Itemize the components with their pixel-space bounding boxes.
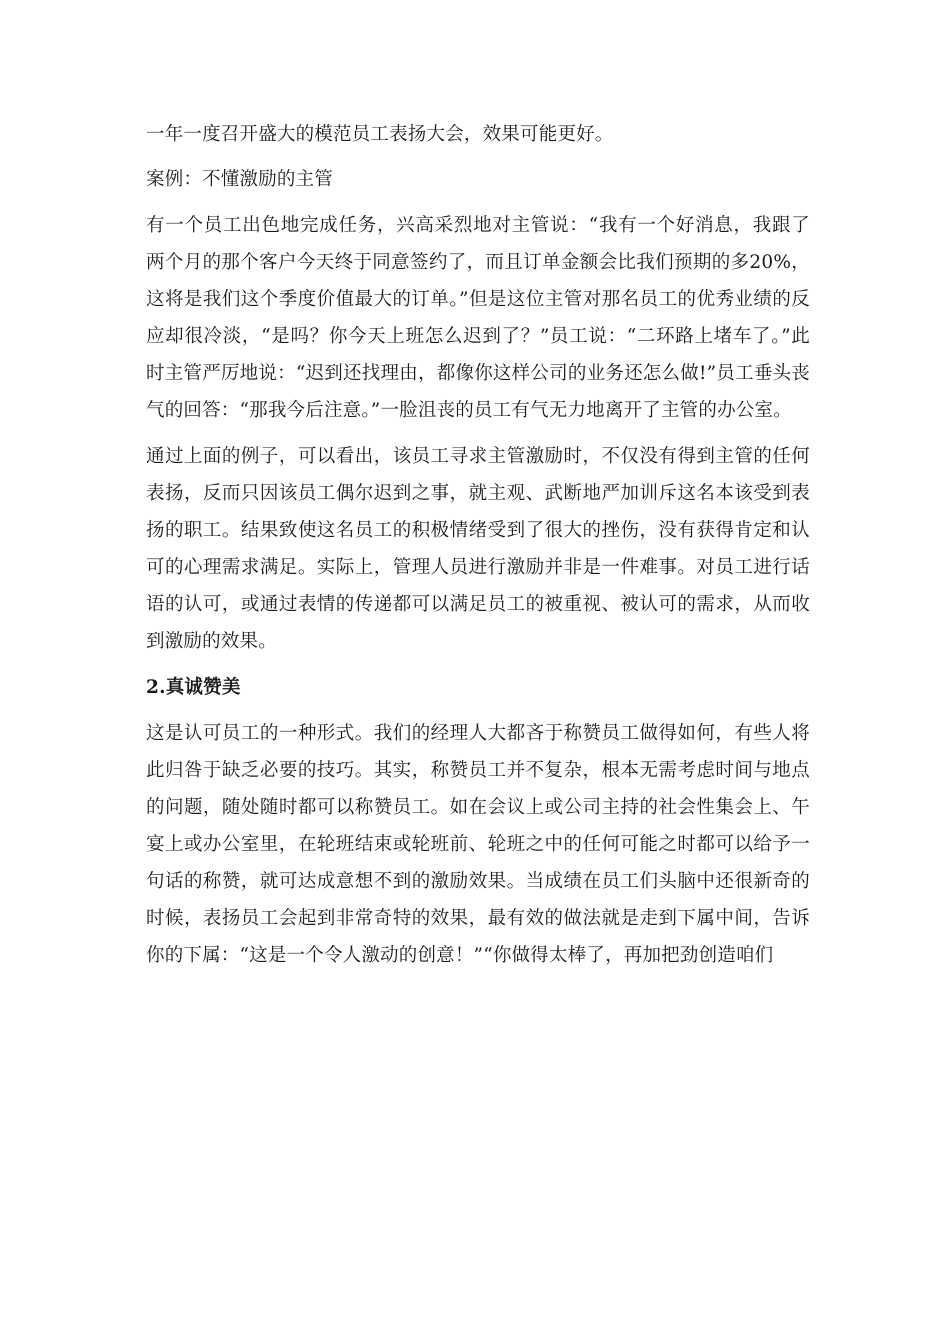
paragraph-praise: 这是认可员工的一种形式。我们的经理人大都吝于称赞员工做得如何，有些人将此归咎于缺乏必要的技巧。其实，称赞员工并不复杂，根本无需考虑时间与地点的问题，随处随时都可以称赞员工。如在会议上或公司主持的社会性集会上、午宴上或办公室里，在轮班结束或轮班前、轮班之中的任何可能之时都可以给予一句话的称赞，就可达成意想不到的激励效果。当成绩在员工们头脑中还很新奇的时候，表扬员工会起到非常奇特的效果，最有效的做法就是走到下属中间，告诉你的下属：“这是一个令人激动的创意！”“你做得太棒了，再加把劲创造咱们	[146, 723, 810, 966]
case-heading: 案例：不懂激励的主管	[146, 169, 334, 190]
paragraph-analysis: 通过上面的例子，可以看出，该员工寻求主管激励时，不仅没有得到主管的任何表扬，反而只因该员工偶尔迟到之事，就主观、武断地严加训斥这名本该受到表扬的职工。结果致使这名员工的积极情绪受到了很大的挫伤，没有获得肯定和认可的心理需求满足。实际上，管理人员进行激励并非是一件难事。对员工进行话语的认可，或通过表情的传递都可以满足员工的被重视、被认可的需求，从而收到激励的效果。	[146, 446, 810, 652]
section-heading-praise: 2.真诚赞美	[146, 677, 241, 698]
paragraph-intro: 一年一度召开盛大的模范员工表扬大会，效果可能更好。	[146, 124, 614, 145]
paragraph-case-story: 有一个员工出色地完成任务，兴高采烈地对主管说：“我有一个好消息，我跟了两个月的那个客户今天终于同意签约了，而且订单金额会比我们预期的多20%，这将是我们这个季度价值最大的订单。”但是这位主管对那名员工的优秀业绩的反应却很冷淡，“是吗？你今天上班怎么迟到了？”员工说：“二环路上堵车了。”此时主管严厉地说：“迟到还找理由，都像你这样公司的业务还怎么做!”员工垂头丧气的回答：“那我今后注意。”一脸沮丧的员工有气无力地离开了主管的办公室。	[146, 215, 810, 421]
document-page	[146, 116, 810, 974]
